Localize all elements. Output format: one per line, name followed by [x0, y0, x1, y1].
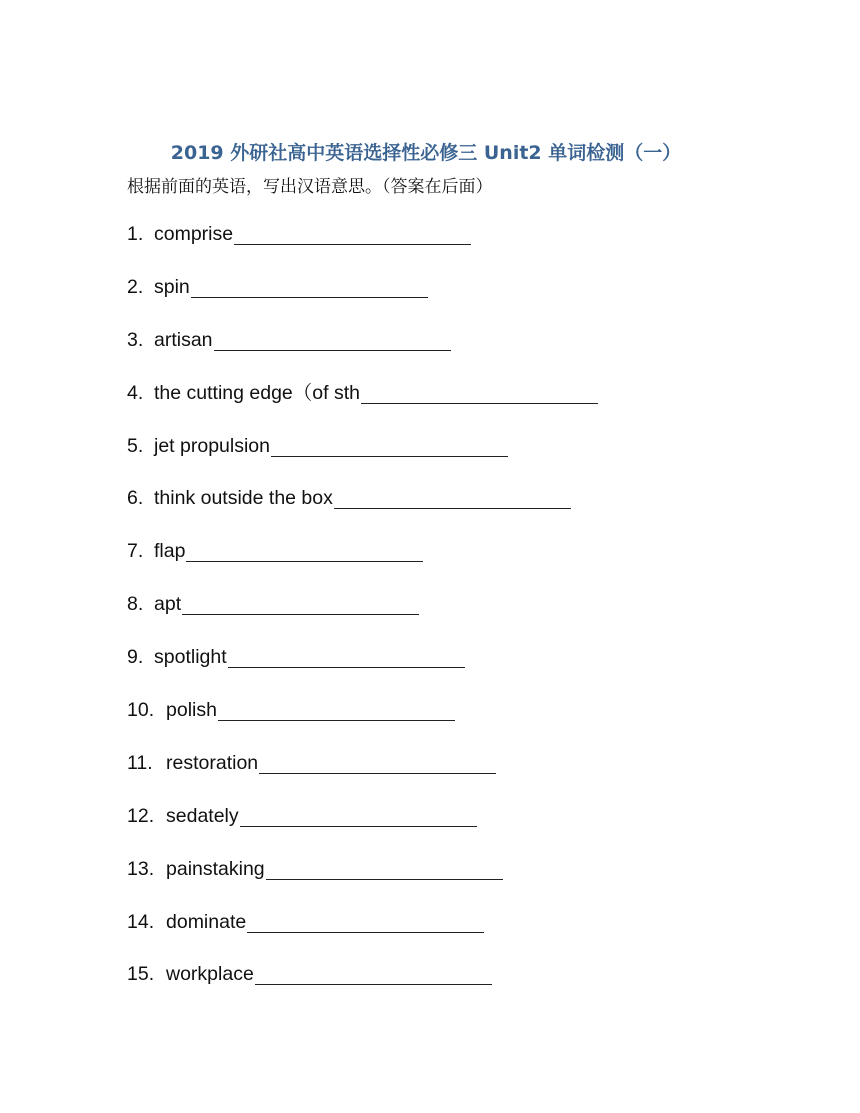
- list-item: [127, 536, 598, 589]
- item-term: polish: [166, 699, 217, 722]
- answer-blank[interactable]: [334, 483, 571, 509]
- answer-blank[interactable]: [214, 325, 451, 351]
- item-term: think outside the box: [154, 487, 333, 510]
- item-term: dominate: [166, 910, 247, 933]
- list-item: [127, 325, 598, 378]
- answer-blank[interactable]: [228, 642, 465, 668]
- item-number: 13.: [127, 857, 155, 880]
- item-term: jet propulsion: [154, 434, 270, 457]
- list-item: [127, 483, 598, 536]
- answer-blank[interactable]: [361, 378, 598, 404]
- item-number: 3.: [127, 328, 144, 351]
- item-term: workplace: [166, 963, 254, 986]
- item-term: painstaking: [166, 857, 265, 880]
- answer-blank[interactable]: [240, 801, 477, 827]
- answer-blank[interactable]: [234, 219, 471, 245]
- list-item: [127, 431, 598, 484]
- item-number: 8.: [127, 593, 144, 616]
- item-term: the cutting edge（of sth: [154, 381, 360, 404]
- item-number: 14.: [127, 910, 155, 933]
- item-number: 5.: [127, 434, 144, 457]
- item-term: artisan: [154, 328, 213, 351]
- list-item: [127, 959, 598, 1012]
- item-number: 7.: [127, 540, 144, 563]
- list-item: [127, 801, 598, 854]
- list-item: [127, 642, 598, 695]
- item-term: spin: [154, 275, 190, 298]
- list-item: [127, 907, 598, 960]
- item-number: 12.: [127, 804, 155, 827]
- item-number: 6.: [127, 487, 144, 510]
- list-item: [127, 378, 598, 431]
- item-term: sedately: [166, 804, 239, 827]
- item-term: apt: [154, 593, 182, 616]
- answer-blank[interactable]: [247, 907, 484, 933]
- list-item: [127, 219, 598, 272]
- answer-blank[interactable]: [266, 854, 503, 880]
- answer-blank[interactable]: [271, 431, 508, 457]
- item-term: restoration: [166, 751, 259, 774]
- instructions: 根据前面的英语，写出汉语意思。（答案在后面）: [127, 177, 493, 197]
- vocabulary-list: [127, 219, 598, 1012]
- item-number: 2.: [127, 275, 144, 298]
- list-item: [127, 854, 598, 907]
- item-term: comprise: [154, 223, 234, 245]
- item-number: 11.: [127, 751, 153, 774]
- list-item: [127, 589, 598, 642]
- answer-blank[interactable]: [218, 695, 455, 721]
- item-number: 15.: [127, 963, 155, 986]
- page-title: 2019 外研社高中英语选择性必修三 Unit2 单词检测（一）: [170, 142, 682, 164]
- answer-blank[interactable]: [255, 959, 492, 985]
- answer-blank[interactable]: [182, 589, 419, 615]
- item-term: spotlight: [154, 646, 227, 669]
- list-item: [127, 272, 598, 325]
- item-term: flap: [154, 540, 186, 563]
- list-item: [127, 695, 598, 748]
- item-number: 4.: [127, 381, 144, 404]
- item-number: 9.: [127, 646, 144, 669]
- list-item: [127, 748, 598, 801]
- item-number: 10.: [127, 699, 155, 722]
- answer-blank[interactable]: [186, 536, 423, 562]
- answer-blank[interactable]: [191, 272, 428, 298]
- item-number: 1.: [127, 223, 144, 245]
- answer-blank[interactable]: [259, 748, 496, 774]
